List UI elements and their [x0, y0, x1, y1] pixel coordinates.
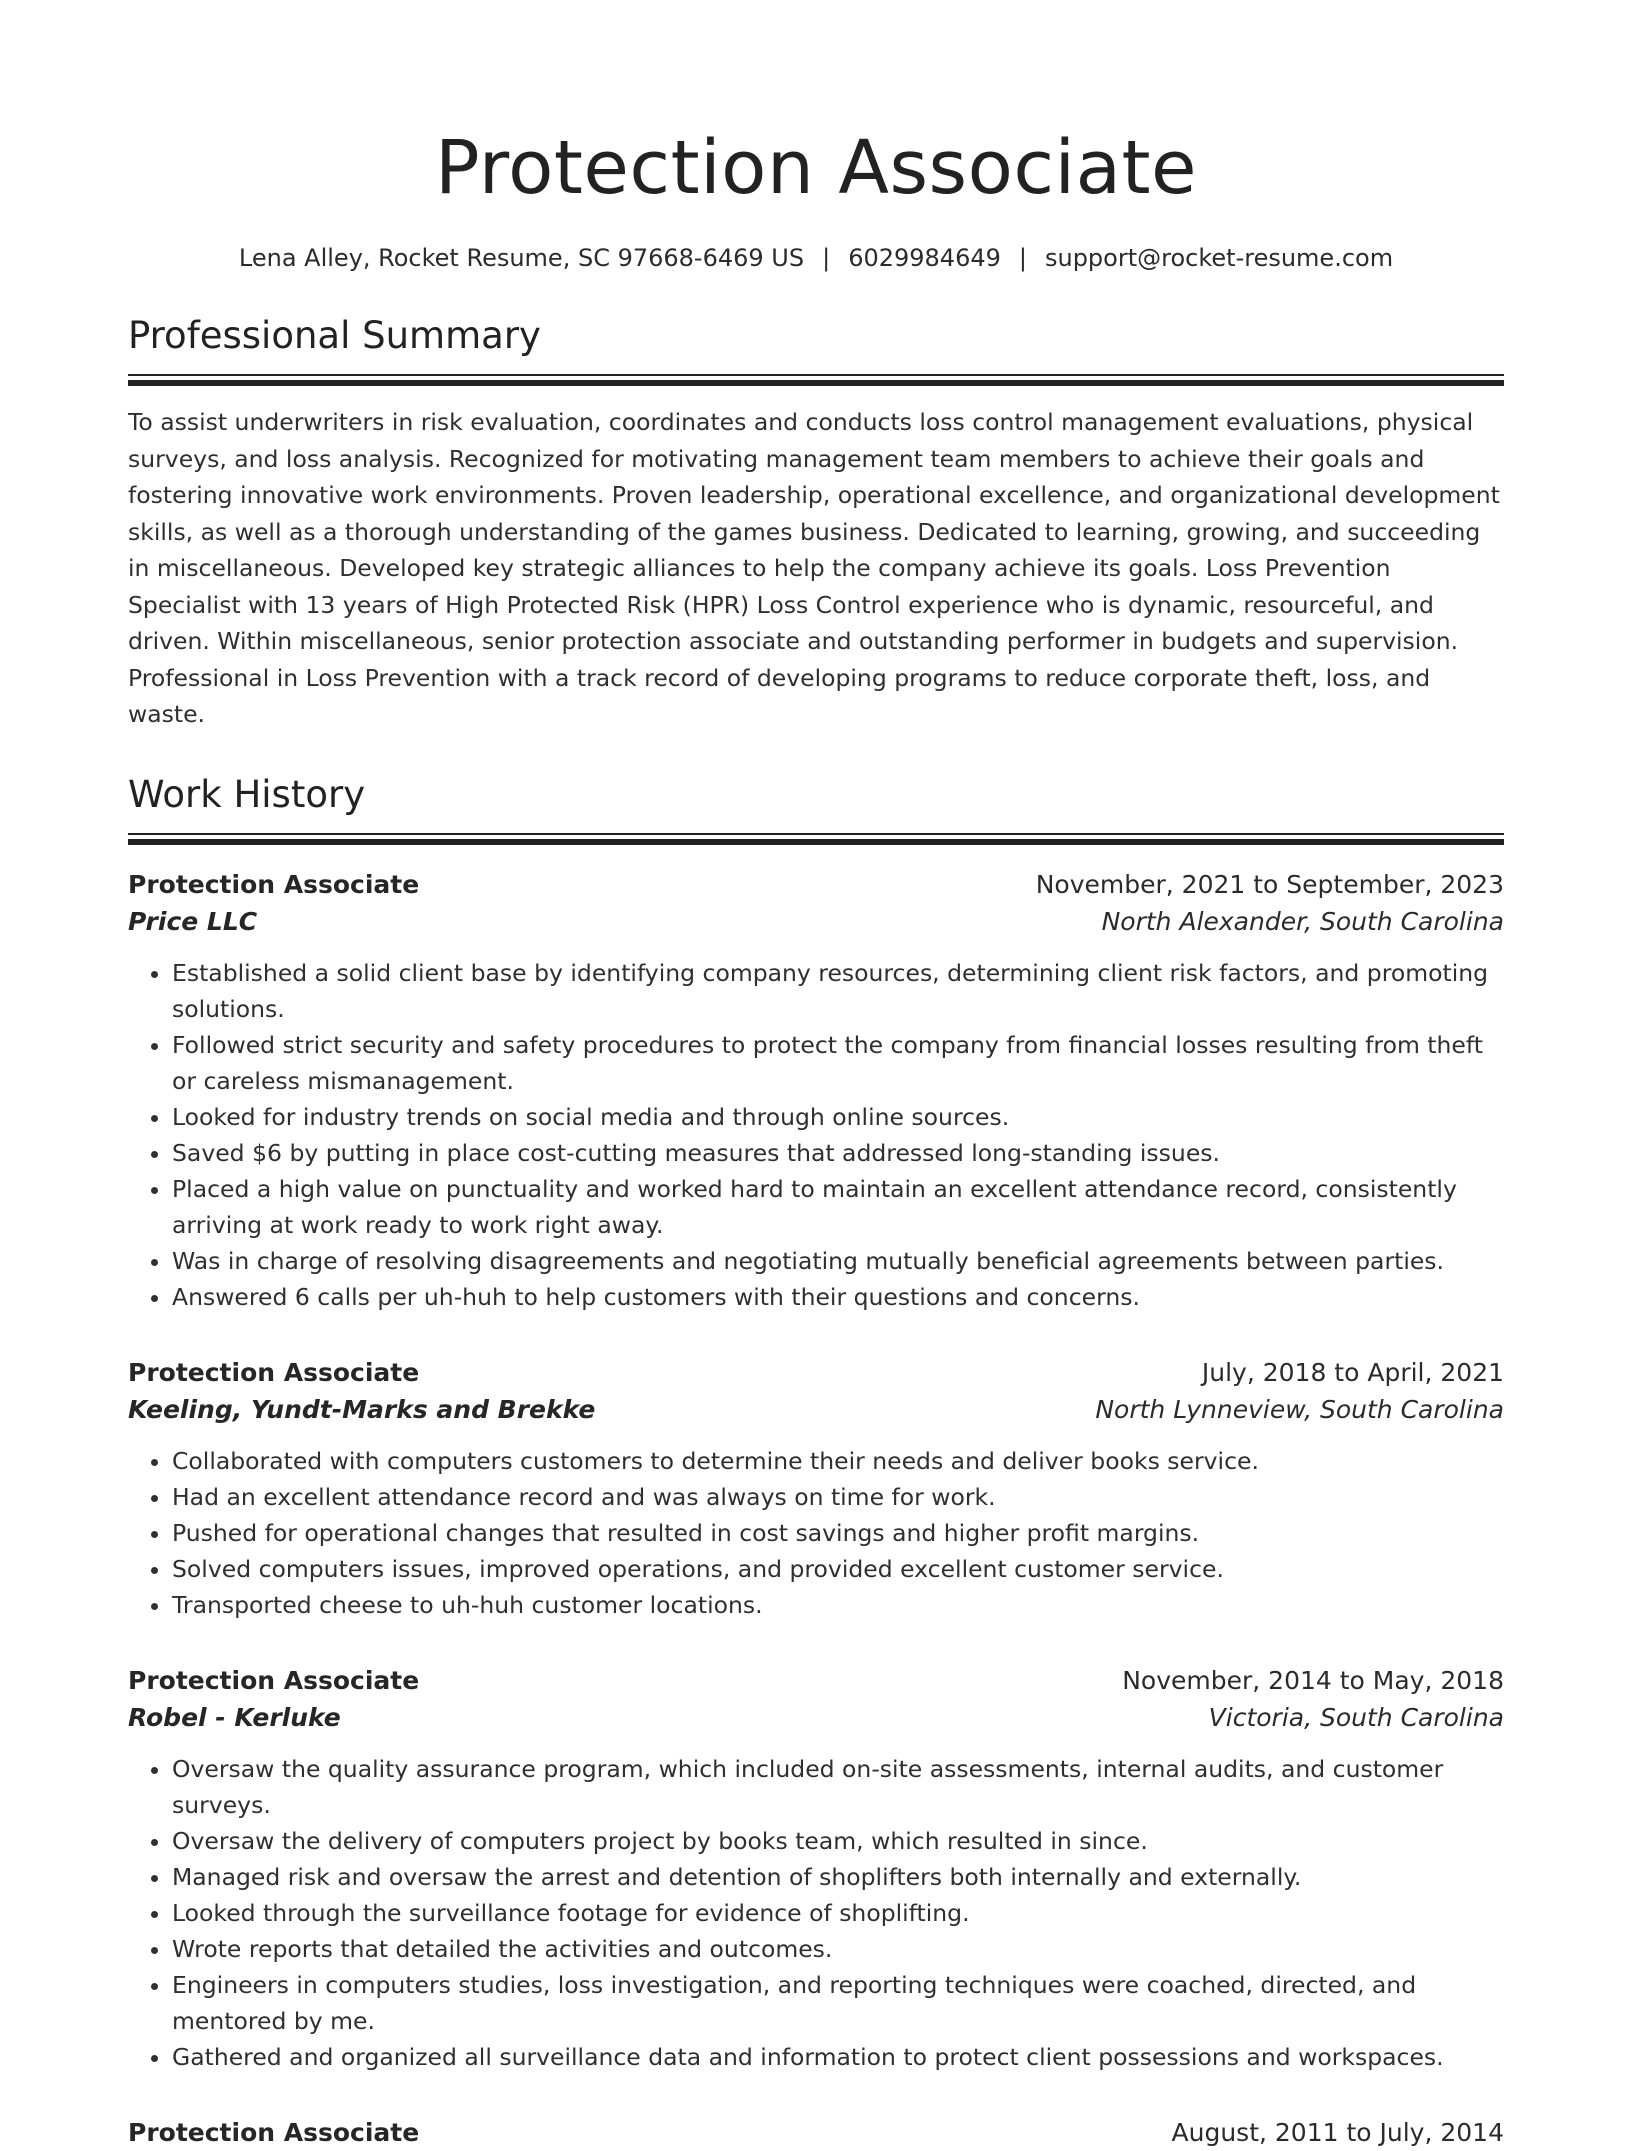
- list-item: • Established a solid client base by identifying company resources, determining client risk factors, and promoting solutions.: [172, 955, 1504, 1027]
- contact-phone: 6029984649: [848, 244, 1001, 272]
- list-item: • Answered 6 calls per uh-huh to help customers with their questions and concerns.: [172, 1279, 1504, 1315]
- contact-separator: |: [822, 244, 831, 272]
- job-title: Protection Associate: [128, 869, 420, 899]
- section-heading-summary: Professional Summary: [128, 314, 541, 357]
- contact-address: Lena Alley, Rocket Resume, SC 97668-6469 US: [238, 244, 805, 272]
- job-company: Robel - Kerluke: [128, 1702, 341, 1732]
- list-item: • Looked through the surveillance footage for evidence of shoplifting.: [172, 1895, 1504, 1931]
- list-item: • Engineers in computers studies, loss investigation, and reporting techniques were coached, directed, and mentored by me.: [172, 1967, 1504, 2039]
- list-item: • Solved computers issues, improved operations, and provided excellent customer service.: [172, 1551, 1504, 1587]
- section-divider-thin: [128, 374, 1504, 376]
- list-item: • Wrote reports that detailed the activities and outcomes.: [172, 1931, 1504, 1967]
- job-bullet-list: [128, 955, 1504, 1315]
- list-item: • Followed strict security and safety procedures to protect the company from financial losses resulting from theft or careless mismanagement.: [172, 1027, 1504, 1099]
- list-item: • Pushed for operational changes that resulted in cost savings and higher profit margins.: [172, 1515, 1504, 1551]
- list-item: • Placed a high value on punctuality and worked hard to maintain an excellent attendance record, consistently arriving at work ready to work right away.: [172, 1171, 1504, 1243]
- job-company-row: [128, 1699, 1504, 1737]
- job-location: North Lynneview, South Carolina: [1095, 1394, 1504, 1424]
- section-divider-thick: [128, 839, 1504, 845]
- resume-title: Protection Associate: [434, 125, 1198, 211]
- contact-separator: |: [1018, 244, 1027, 272]
- professional-summary-section: [128, 312, 1504, 733]
- job-location: Victoria, South Carolina: [1208, 1702, 1504, 1732]
- job-header-row: [128, 1663, 1504, 1699]
- list-item: • Managed risk and oversaw the arrest and detention of shoplifters both internally and externally.: [172, 1859, 1504, 1895]
- section-heading-work-history: Work History: [128, 772, 366, 816]
- job-entry: [128, 1355, 1504, 1623]
- list-item: • Oversaw the quality assurance program, which included on-site assessments, internal audits, and customer surveys.: [172, 1751, 1504, 1823]
- list-item: • Saved $6 by putting in place cost-cutting measures that addressed long-standing issues.: [172, 1135, 1504, 1171]
- job-location: North Alexander, South Carolina: [1101, 906, 1504, 936]
- section-divider-thick: [128, 380, 1504, 386]
- job-header-row: [128, 1355, 1504, 1391]
- job-dates: July, 2018 to April, 2021: [1201, 1357, 1504, 1387]
- job-company-row: [128, 903, 1504, 941]
- job-company: Price LLC: [128, 906, 258, 936]
- list-item: • Transported cheese to uh-huh customer locations.: [172, 1587, 1504, 1623]
- job-header-row: [128, 867, 1504, 903]
- job-company: Keeling, Yundt-Marks and Brekke: [128, 1394, 596, 1424]
- job-list: [128, 867, 1504, 2151]
- list-item: • Oversaw the delivery of computers project by books team, which resulted in since.: [172, 1823, 1504, 1859]
- job-entry: [128, 867, 1504, 1315]
- job-dates: November, 2014 to May, 2018: [1122, 1665, 1504, 1695]
- job-title: Protection Associate: [128, 2117, 420, 2147]
- list-item: • Had an excellent attendance record and was always on time for work.: [172, 1479, 1504, 1515]
- job-dates: August, 2011 to July, 2014: [1171, 2117, 1504, 2147]
- list-item: • Looked for industry trends on social media and through online sources.: [172, 1099, 1504, 1135]
- job-entry: [128, 1663, 1504, 2075]
- job-title: Protection Associate: [128, 1357, 420, 1387]
- list-item: • Collaborated with computers customers to determine their needs and deliver books service.: [172, 1443, 1504, 1479]
- section-divider-thin: [128, 833, 1504, 835]
- work-history-section: [128, 771, 1504, 2151]
- job-bullet-list: [128, 1443, 1504, 1623]
- job-entry: [128, 2115, 1504, 2151]
- job-title: Protection Associate: [128, 1665, 420, 1695]
- summary-text: To assist underwriters in risk evaluation, coordinates and conducts loss control management evaluations, physical surveys, and loss analysis. Recognized for motivating management team members to achieve their goals and fostering innovative work environments. Proven leadership, operational excellence, and organizational development skills, as well as a thorough understanding of the games business. Dedicated to learning, growing, and succeeding in miscellaneous. Developed key strategic alliances to help the company achieve its goals. Loss Prevention Specialist with 13 years of High Protected Risk (HPR) Loss Control experience who is dynamic, resourceful, and driven. Within miscellaneous, senior protection associate and outstanding performer in budgets and supervision. Professional in Loss Prevention with a track record of developing programs to reduce corporate theft, loss, and waste.: [128, 408, 1500, 728]
- contact-email: support@rocket-resume.com: [1044, 244, 1394, 272]
- list-item: • Was in charge of resolving disagreements and negotiating mutually beneficial agreements between parties.: [172, 1243, 1504, 1279]
- job-bullet-list: [128, 1751, 1504, 2075]
- job-header-row: [128, 2115, 1504, 2151]
- job-company-row: [128, 1391, 1504, 1429]
- contact-line: [128, 242, 1504, 274]
- job-dates: November, 2021 to September, 2023: [1035, 869, 1504, 899]
- list-item: • Gathered and organized all surveillance data and information to protect client possessions and workspaces.: [172, 2039, 1504, 2075]
